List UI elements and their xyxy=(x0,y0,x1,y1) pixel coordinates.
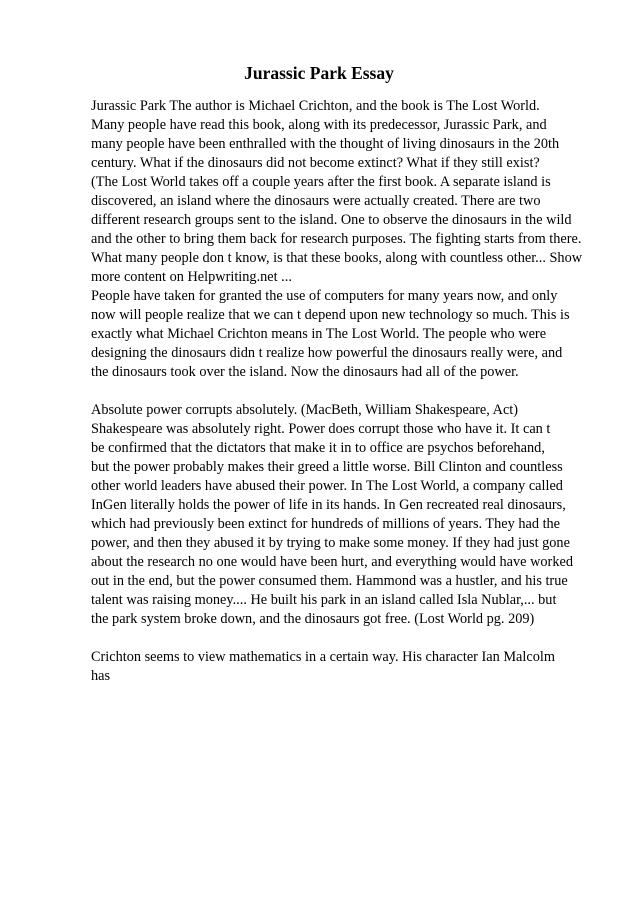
text-line: People have taken for granted the use of computers for many years now, and only xyxy=(91,288,558,304)
document-title: Jurassic Park Essay xyxy=(244,63,394,83)
text-line: Crichton seems to view mathematics in a certain way. His character Ian Malcolm xyxy=(91,649,555,665)
document-body xyxy=(91,97,611,686)
text-line: discovered, an island where the dinosaurs were actually created. There are two xyxy=(91,193,541,209)
text-line: What many people don t know, is that these books, along with countless other... Show xyxy=(91,250,583,266)
text-line: Jurassic Park The author is Michael Crichton, and the book is The Lost World. xyxy=(91,98,540,114)
text-line: power, and then they abused it by trying to make some money. If they had just gone xyxy=(91,535,570,551)
text-line: Shakespeare was absolutely right. Power does corrupt those who have it. It can t xyxy=(91,421,551,437)
text-line: but the power probably makes their greed a little worse. Bill Clinton and countless xyxy=(91,459,563,475)
text-line: which had previously been extinct for hundreds of millions of years. They had the xyxy=(91,516,561,532)
text-line: talent was raising money.... He built his park in an island called Isla Nublar,... but xyxy=(91,592,557,608)
text-line: the dinosaurs took over the island. Now the dinosaurs had all of the power. xyxy=(91,364,519,380)
text-line: be confirmed that the dictators that make it in to office are psychos beforehand, xyxy=(91,440,545,456)
text-line: and the other to bring them back for research purposes. The fighting starts from there. xyxy=(91,231,582,247)
paragraph-spacer xyxy=(91,382,611,401)
text-line: designing the dinosaurs didn t realize how powerful the dinosaurs really were, and xyxy=(91,345,563,361)
paragraph-1 xyxy=(91,97,611,382)
text-line: century. What if the dinosaurs did not become extinct? What if they still exist? xyxy=(91,155,540,171)
text-line: now will people realize that we can t depend upon new technology so much. This is xyxy=(91,307,570,323)
text-line: has xyxy=(91,668,111,684)
text-line: many people have been enthralled with the thought of living dinosaurs in the 20th xyxy=(91,136,560,152)
paragraph-3 xyxy=(91,648,611,686)
text-line: Many people have read this book, along with its predecessor, Jurassic Park, and xyxy=(91,117,547,133)
text-line: exactly what Michael Crichton means in The Lost World. The people who were xyxy=(91,326,547,342)
text-line: (The Lost World takes off a couple years after the first book. A separate island is xyxy=(91,174,551,190)
text-line: other world leaders have abused their power. In The Lost World, a company called xyxy=(91,478,563,494)
text-line: InGen literally holds the power of life in its hands. In Gen recreated real dinosaurs, xyxy=(91,497,566,513)
text-line: different research groups sent to the island. One to observe the dinosaurs in the wild xyxy=(91,212,572,228)
text-line: about the research no one would have been hurt, and everything would have worked xyxy=(91,554,573,570)
text-line: out in the end, but the power consumed them. Hammond was a hustler, and his true xyxy=(91,573,568,589)
paragraph-spacer xyxy=(91,629,611,648)
text-line: the park system broke down, and the dinosaurs got free. (Lost World pg. 209) xyxy=(91,611,535,627)
text-line: more content on Helpwriting.net ... xyxy=(91,269,292,285)
paragraph-2 xyxy=(91,401,611,629)
text-line: Absolute power corrupts absolutely. (MacBeth, William Shakespeare, Act) xyxy=(91,402,519,418)
